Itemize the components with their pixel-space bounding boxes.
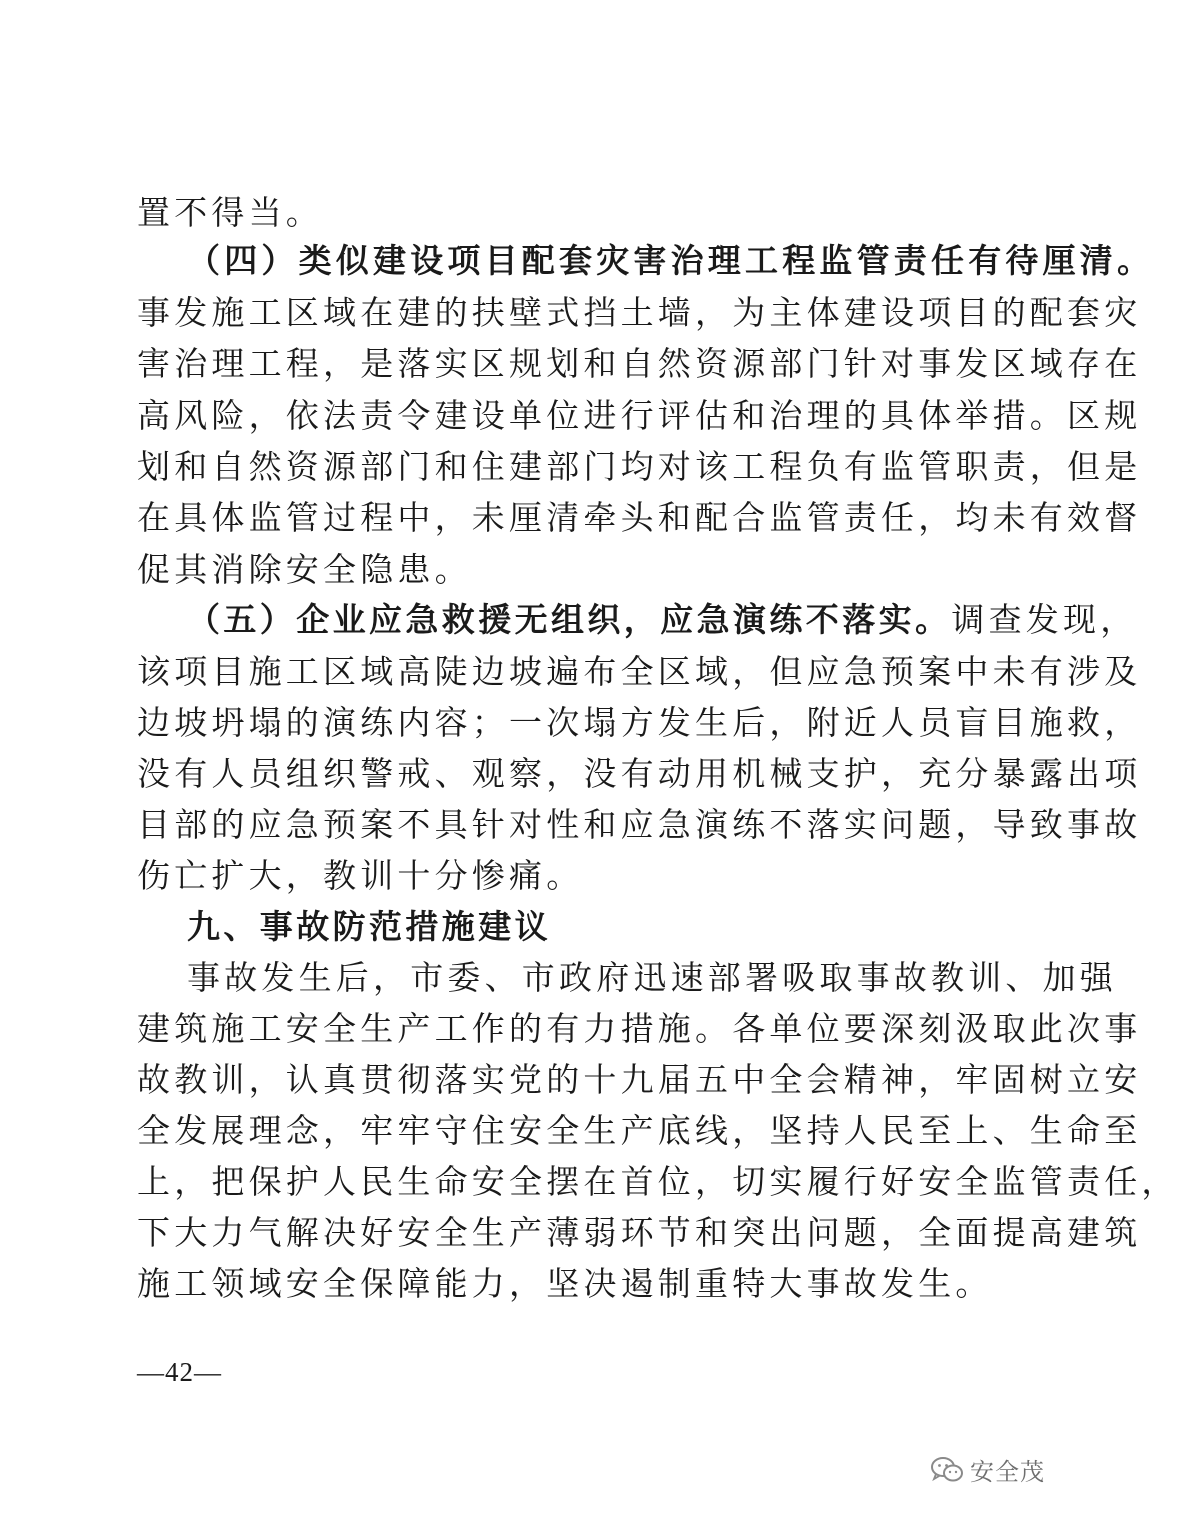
- text-line: 下大力气解决好安全生产薄弱环节和突出问题，全面提高建筑: [137, 1213, 1142, 1252]
- text-line: 伤亡扩大，教训十分惨痛。: [137, 856, 584, 895]
- text-line: 施工领域安全保障能力，坚决遏制重特大事故发生。: [137, 1264, 993, 1303]
- text-line: 划和自然资源部门和住建部门均对该工程负有监管职责，但是: [137, 447, 1142, 486]
- section-heading-9: 九、事故防范措施建议: [187, 907, 551, 946]
- watermark-text: 安全茂: [970, 1458, 1045, 1486]
- wechat-icon: [930, 1456, 964, 1484]
- text-span: 调查发现，: [951, 600, 1138, 639]
- text-line: 在具体监管过程中，未厘清牵头和配合监管责任，均未有效督: [137, 498, 1142, 537]
- text-line: 高风险，依法责令建设单位进行评估和治理的具体举措。区规: [137, 396, 1142, 435]
- text-line: 故教训，认真贯彻落实党的十九届五中全会精神，牢固树立安: [137, 1060, 1142, 1099]
- subheading-5-line: [187, 600, 1138, 640]
- text-line: 该项目施工区域高陡边坡遍布全区域，但应急预案中未有涉及: [137, 652, 1142, 691]
- text-line: 促其消除安全隐患。: [137, 550, 472, 589]
- text-line: 建筑施工安全生产工作的有力措施。各单位要深刻汲取此次事: [137, 1009, 1142, 1048]
- text-line: 全发展理念，牢牢守住安全生产底线，坚持人民至上、生命至: [137, 1111, 1142, 1150]
- page-number: —42—: [137, 1357, 222, 1387]
- subheading-4: （四）类似建设项目配套灾害治理工程监管责任有待厘清。: [187, 241, 1155, 280]
- text-line: 没有人员组织警戒、观察，没有动用机械支护，充分暴露出项: [137, 754, 1142, 793]
- text-line: 事发施工区域在建的扶壁式挡土墙，为主体建设项目的配套灾: [137, 293, 1142, 332]
- text-line: 目部的应急预案不具针对性和应急演练不落实问题，导致事故: [137, 805, 1142, 844]
- text-line: 害治理工程，是落实区规划和自然资源部门针对事发区域存在: [137, 344, 1142, 383]
- subheading-5: （五）企业应急救援无组织，应急演练不落实。: [187, 600, 952, 639]
- watermark: [930, 1452, 1045, 1487]
- text-line: 事故发生后，市委、市政府迅速部署吸取事故教训、加强: [187, 958, 1117, 997]
- text-line: 置不得当。: [137, 193, 323, 232]
- text-line: 上，把保护人民生命安全摆在首位，切实履行好安全监管责任，: [137, 1162, 1179, 1201]
- text-line: 边坡坍塌的演练内容；一次塌方发生后，附近人员盲目施救，: [137, 703, 1142, 742]
